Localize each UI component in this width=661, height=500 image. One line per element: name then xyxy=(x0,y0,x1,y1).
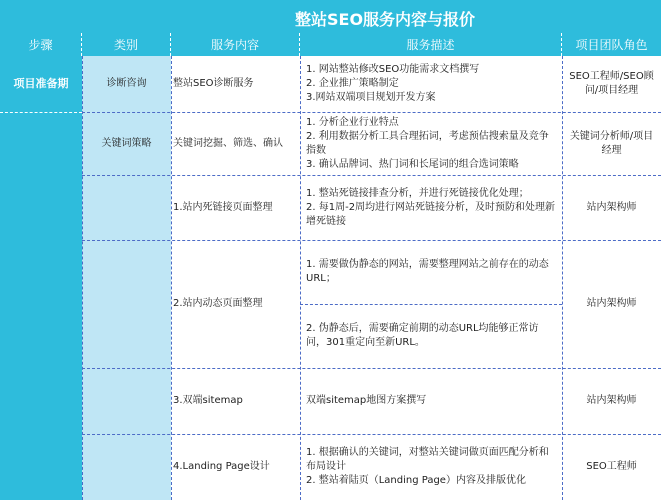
role-cell: SEO工程师/SEO顾问/项目经理 xyxy=(569,71,654,96)
description-line: 1. 分析企业行业特点 xyxy=(306,116,399,128)
grid-line xyxy=(82,56,83,500)
description-line: 2. 企业推广策略制定 xyxy=(306,78,399,89)
grid-line xyxy=(82,240,661,241)
category-cell: 关键词策略 xyxy=(82,112,171,175)
description-line: 2. 伪静态后，需要确定前期的动态URL均能够正常访问，301重定向至新URL。 xyxy=(306,323,539,348)
header-step: 步骤 xyxy=(0,33,82,56)
description-line: 2. 整站着陆页（Landing Page）内容及排版优化 xyxy=(306,475,526,486)
role-cell: 站内架构师 xyxy=(586,298,637,309)
grid-line xyxy=(300,56,301,500)
description-cell xyxy=(300,304,562,368)
description-line: 3.网站双端项目规划开发方案 xyxy=(306,92,436,103)
description-cell xyxy=(300,240,562,304)
service-cell: 整站SEO诊断服务 xyxy=(173,78,254,89)
description-line: 3. 确认品牌词、热门词和长尾词的组合选词策略 xyxy=(306,158,519,170)
header-role: 项目团队角色 xyxy=(562,33,661,56)
step-cell-continued xyxy=(0,112,82,500)
description-cell xyxy=(300,56,562,112)
grid-line xyxy=(82,112,661,113)
grid-line xyxy=(0,112,82,113)
page-title-text: 整站SEO服务内容与报价 xyxy=(295,10,476,29)
grid-line xyxy=(562,56,563,500)
grid-line xyxy=(82,175,661,176)
header-category: 类别 xyxy=(82,33,171,56)
description-line: 1. 网站整站修改SEO功能需求文档撰写 xyxy=(306,64,480,75)
role-cell: 关键词分析师/项目经理 xyxy=(569,130,654,156)
description-cell xyxy=(300,434,562,500)
category-cell-empty xyxy=(82,175,171,500)
role-cell: 站内架构师 xyxy=(586,395,637,406)
service-cell: 4.Landing Page设计 xyxy=(173,461,270,472)
step-cell: 项目准备期 xyxy=(0,56,82,112)
description-line: 1. 需要做伪静态的网站，需要整理网站之前存在的动态URL； xyxy=(306,259,549,284)
description-line: 1. 根据确认的关键词，对整站关键词做页面匹配分析和布局设计 xyxy=(306,447,549,472)
grid-line xyxy=(171,56,172,500)
service-cell: 3.双端sitemap xyxy=(173,395,243,406)
service-cell: 1.站内死链接页面整理 xyxy=(173,201,273,213)
grid-line xyxy=(82,434,661,435)
description-line: 1. 整站死链接排查分析，并进行死链接优化处理； xyxy=(306,187,529,199)
header-description: 服务描述 xyxy=(300,33,562,56)
description-cell xyxy=(300,112,562,175)
role-cell: 站内架构师 xyxy=(586,201,637,213)
role-cell: SEO工程师 xyxy=(586,461,637,472)
description-line: 双端sitemap地图方案撰写 xyxy=(306,395,427,406)
page-title xyxy=(0,0,661,33)
description-cell xyxy=(300,175,562,240)
grid-line xyxy=(300,304,562,305)
description-line: 2. 利用数据分析工具合理拓词，考虑预估搜索量及竞争指数 xyxy=(306,130,549,156)
category-cell: 诊断咨询 xyxy=(82,56,171,112)
description-cell xyxy=(300,368,562,434)
service-cell: 2.站内动态页面整理 xyxy=(173,298,263,309)
description-line: 2. 每1周-2周均进行网站死链接分析，及时预防和处理新增死链接 xyxy=(306,201,556,227)
header-service: 服务内容 xyxy=(171,33,300,56)
grid-line xyxy=(82,368,661,369)
service-cell: 关键词挖掘、筛选、确认 xyxy=(173,137,283,149)
